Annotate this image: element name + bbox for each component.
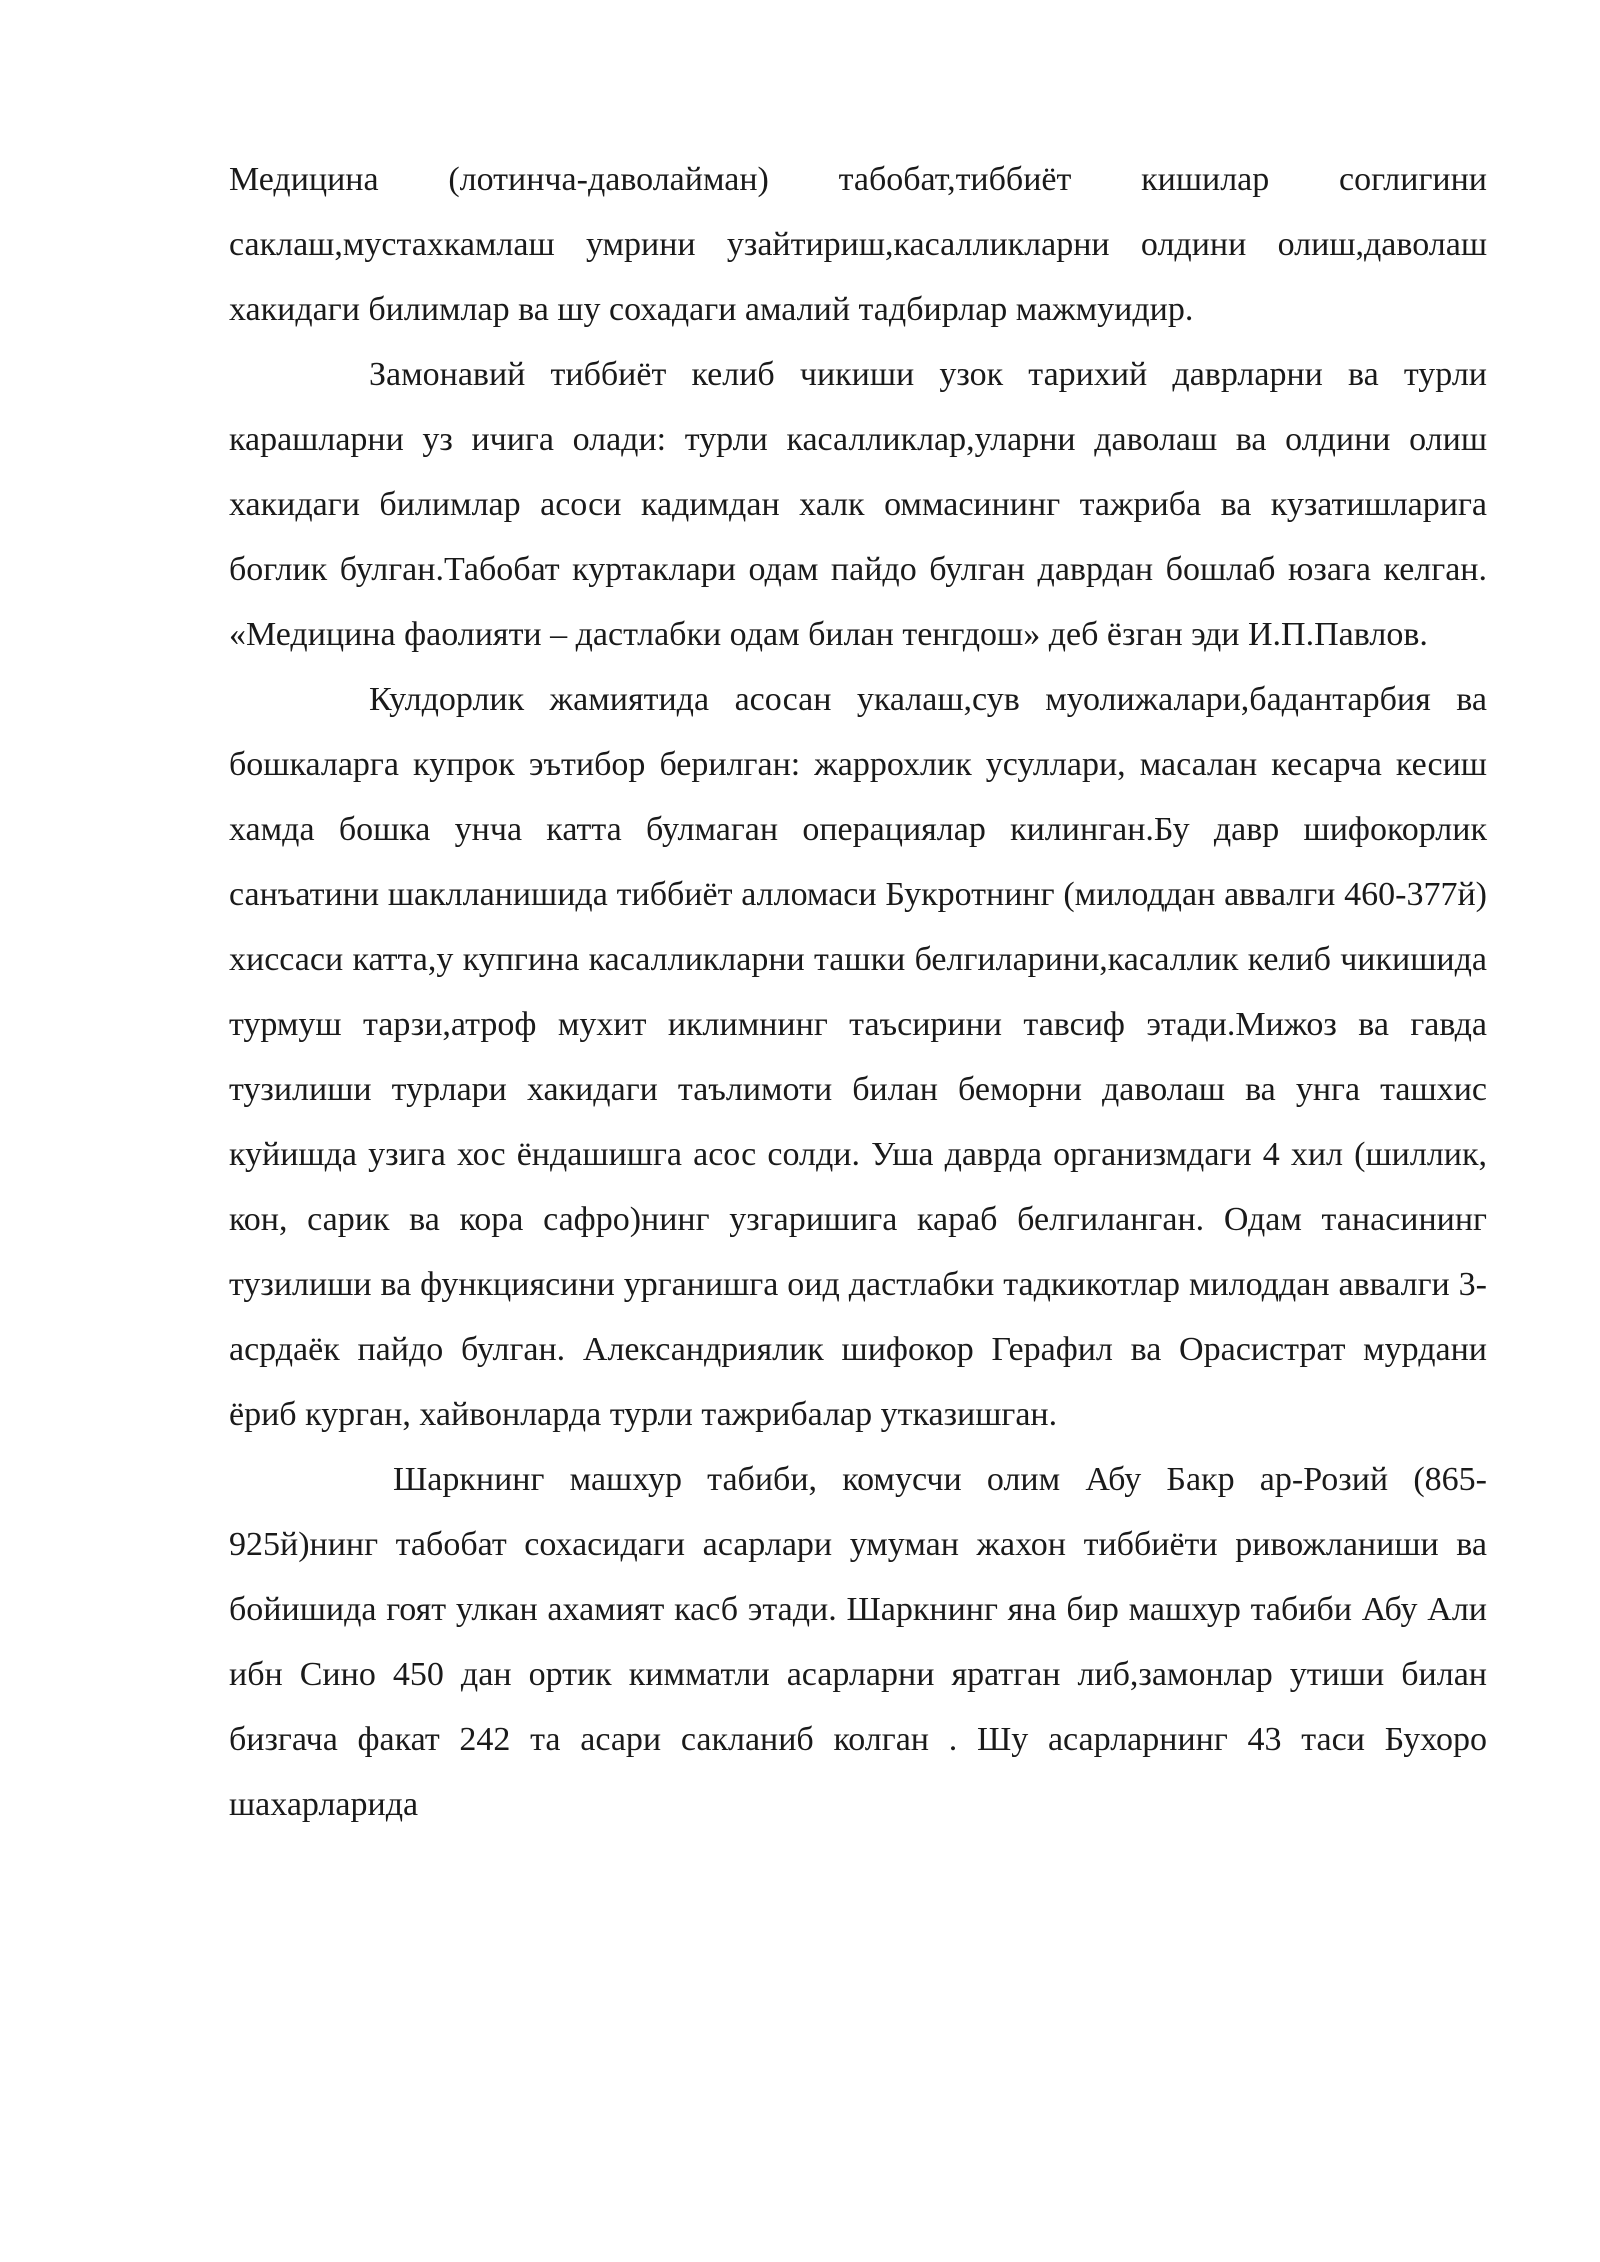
- paragraph-modern-medicine: Замонавий тиббиёт келиб чикиши узок тарихий даврларни ва турли карашларни уз ичига олади: турли касалликлар,уларни даволаш ва олдини олиш хакидаги билимлар асоси кадимдан халк оммасининг тажриба ва кузатишларига боглик булган.Табобат куртаклари одам пайдо булган даврдан бошлаб юзага келган. «Медицина фаолияти – дастлабки одам билан тенгдош» деб ёзган эди И.П.Павлов.: [229, 356, 1487, 653]
- document-body: [229, 147, 1487, 1837]
- paragraph-slave-society: Кулдорлик жамиятида асосан укалаш,сув муолижалари,бадантарбия ва бошкаларга купрок эътибор берилган: жаррохлик усуллари, масалан кесарча кесиш хамда бошка унча катта булмаган операциялар килинган.Бу давр шифокорлик санъатини шаклланишида тиббиёт алломаси Букротнинг (милоддан аввалги 460-377й) хиссаси катта,у купгина касалликларни ташки белгиларини,касаллик келиб чикишида турмуш тарзи,атроф мухит иклимнинг таъсирини тавсиф этади.Мижоз ва гавда тузилиши турлари хакидаги таълимоти билан беморни даволаш ва унга ташхис куйишда узига хос ёндашишга асос солди. Уша даврда организмдаги 4 хил (шиллик, кон, сарик ва кора сафро)нинг узгаришига караб белгиланган. Одам танасининг тузилиши ва функциясини урганишга оид дастлабки тадкикотлар милоддан аввалги 3- асрдаёк пайдо булган. Александриялик шифокор Герафил ва Орасистрат мурдани ёриб курган, хайвонларда турли тажрибалар утказишган.: [229, 681, 1487, 1433]
- paragraph-intro: Медицина (лотинча-даволайман) табобат,тиббиёт кишилар соглигини саклаш,мустахкамлаш умрини узайтириш,касалликларни олдини олиш,даволаш хакидаги билимлар ва шу сохадаги амалий тадбирлар мажмуидир.: [229, 161, 1487, 328]
- paragraph-eastern-physicians: Шаркнинг машхур табиби, комусчи олим Абу Бакр ар-Розий (865-925й)нинг табобат сохасидаги асарлари умуман жахон тиббиёти ривожланиши ва бойишида гоят улкан ахамият касб этади. Шаркнинг яна бир машхур табиби Абу Али ибн Сино 450 дан ортик кимматли асарларни яратган либ,замонлар утиши билан бизгача факат 242 та асари сакланиб колган . Шу асарларнинг 43 таси Бухоро шахарларида: [229, 1461, 1487, 1823]
